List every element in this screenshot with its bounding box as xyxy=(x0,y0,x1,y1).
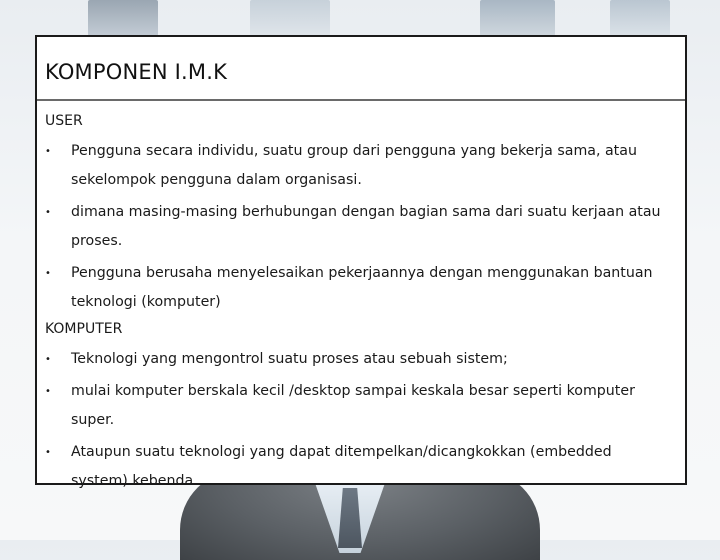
section-heading-user: USER xyxy=(45,113,83,129)
list-item-text: Pengguna berusaha menyelesaikan pekerjaannya dengan menggunakan bantuan teknologi (komputer) xyxy=(71,265,653,310)
list-item xyxy=(45,137,677,195)
list-item xyxy=(45,438,677,496)
list-item xyxy=(45,377,677,435)
list-item xyxy=(45,198,677,256)
list-item xyxy=(45,345,677,374)
bullet-icon: • xyxy=(45,146,51,157)
background-panel xyxy=(480,0,555,36)
background-panel xyxy=(250,0,330,36)
bullet-icon: • xyxy=(45,447,51,458)
komputer-bullet-list xyxy=(45,345,677,496)
bullet-icon: • xyxy=(45,207,51,218)
background-panel xyxy=(610,0,670,36)
list-item-text: Ataupun suatu teknologi yang dapat ditempelkan/dicangkokkan (embedded system) kebenda. xyxy=(71,444,612,489)
bullet-icon: • xyxy=(45,386,51,397)
bullet-icon: • xyxy=(45,268,51,279)
background-panel xyxy=(88,0,158,36)
list-item-text: dimana masing-masing berhubungan dengan bagian sama dari suatu kerjaan atau proses. xyxy=(71,204,661,249)
list-item-text: Teknologi yang mengontrol suatu proses atau sebuah sistem; xyxy=(71,351,508,367)
user-bullet-list xyxy=(45,137,677,317)
slide-content-box xyxy=(35,35,687,489)
bullet-icon: • xyxy=(45,354,51,365)
section-heading-komputer: KOMPUTER xyxy=(45,321,123,337)
list-item-text: mulai komputer berskala kecil /desktop sampai keskala besar seperti komputer super. xyxy=(71,383,635,428)
list-item xyxy=(45,259,677,317)
title-bar xyxy=(37,37,685,101)
slide-title: KOMPONEN I.M.K xyxy=(45,60,228,84)
list-item-text: Pengguna secara individu, suatu group dari pengguna yang bekerja sama, atau sekelompok pengguna dalam organisasi. xyxy=(71,143,637,188)
slide-body xyxy=(37,101,685,496)
